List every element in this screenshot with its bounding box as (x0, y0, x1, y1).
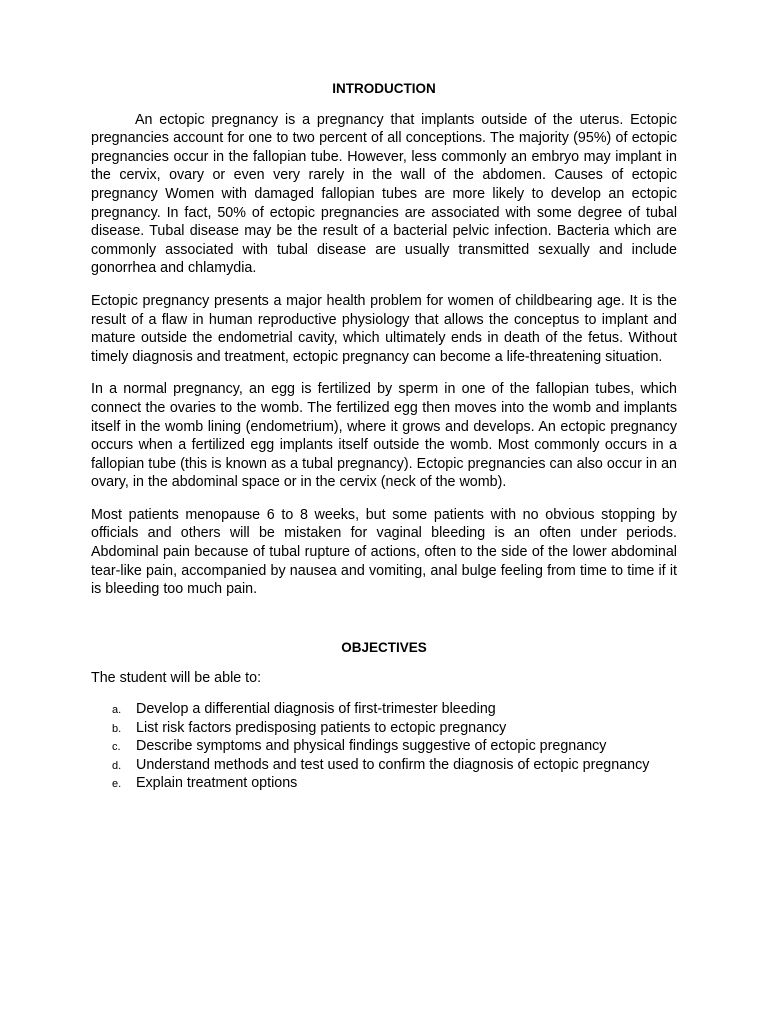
list-item (112, 737, 677, 756)
list-item (112, 756, 677, 775)
list-item-text: Understand methods and test used to confirm the diagnosis of ectopic pregnancy (136, 756, 650, 773)
list-item-text: Describe symptoms and physical findings suggestive of ectopic pregnancy (136, 738, 607, 755)
list-marker: e. (112, 778, 122, 791)
document-page (91, 80, 677, 793)
list-item (112, 774, 677, 793)
intro-paragraph-4: Most patients menopause 6 to 8 weeks, but some patients with no obvious stopping by officials and others will be mistaken for vaginal bleeding is an often under periods. Abdominal pain because of tubal rupture of actions, often to the side of the lower abdominal tear-like pain, accompanied by nausea and vomiting, anal bulge feeling from time to time if it is bleeding too much pain. (91, 506, 677, 598)
list-item (112, 719, 677, 738)
list-marker: d. (112, 759, 122, 772)
list-marker: c. (112, 741, 121, 754)
objectives-lead: The student will be able to: (91, 670, 262, 687)
objectives-heading: OBJECTIVES (341, 639, 427, 655)
list-item-text: Explain treatment options (136, 775, 298, 792)
list-item-text: Develop a differential diagnosis of first-trimester bleeding (136, 701, 496, 718)
list-marker: a. (112, 704, 122, 717)
introduction-heading: INTRODUCTION (332, 81, 436, 96)
intro-paragraph-2: Ectopic pregnancy presents a major health problem for women of childbearing age. It is the result of a flaw in human reproductive physiology that allows the conceptus to implant and mature outside the endometrial cavity, which ultimately ends in death of the fetus. Without timely diagnosis and treatment, ectopic pregnancy can become a life-threatening situation. (91, 292, 677, 365)
list-item (112, 700, 677, 719)
intro-paragraph-3: In a normal pregnancy, an egg is fertilized by sperm in one of the fallopian tubes, which connect the ovaries to the womb. The fertilized egg then moves into the womb and implants itself in the womb lining (endometrium), where it grows and develops. An ectopic pregnancy occurs when a fertilized egg implants itself outside the womb. Most commonly occurs in a fallopian tube (this is known as a tubal pregnancy). Ectopic pregnancies can also occur in an ovary, in the abdominal space or in the cervix (neck of the womb). (91, 381, 677, 491)
objectives-list (91, 700, 677, 793)
list-marker: b. (112, 722, 122, 735)
list-item-text: List risk factors predisposing patients to ectopic pregnancy (136, 719, 507, 736)
intro-paragraph-1: An ectopic pregnancy is a pregnancy that implants outside of the uterus. Ectopic pregnancies account for one to two percent of all conceptions. The majority (95%) of ectopic pregnancies occur in the fallopian tube. However, less commonly an embryo may implant in the cervix, ovary or even very rarely in the wall of the abdomen. Causes of ectopic pregnancy Women with damaged fallopian tubes are more likely to develop an ectopic pregnancy. In fact, 50% of ectopic pregnancies are associated with some degree of tubal disease. Tubal disease may be the result of a bacterial pelvic infection. Bacteria which are commonly associated with tubal disease are usually transmitted sexually and include gonorrhea and chlamydia. (91, 111, 677, 277)
